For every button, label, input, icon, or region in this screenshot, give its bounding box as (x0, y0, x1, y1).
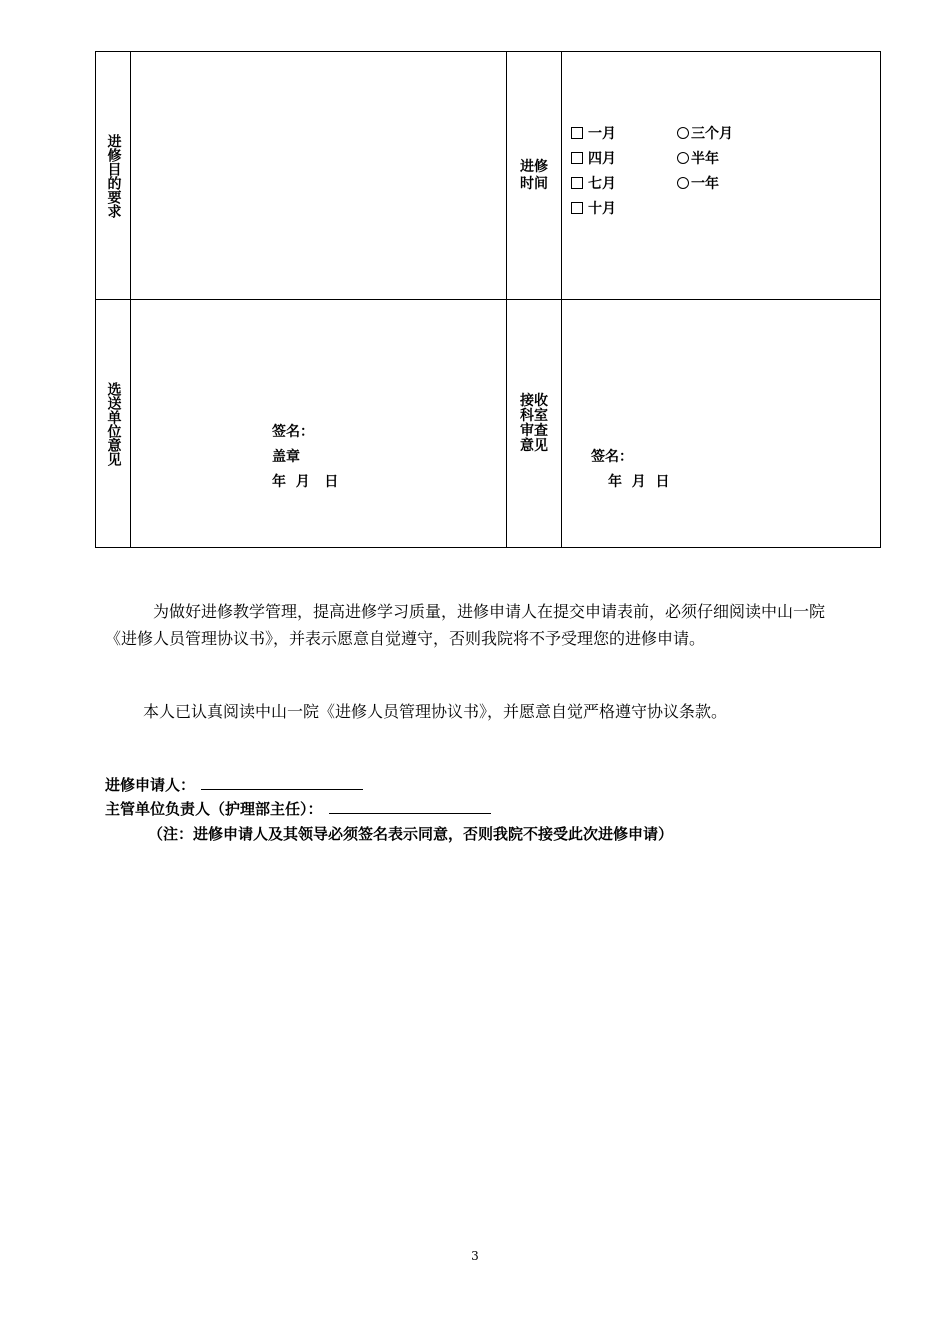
checkbox-icon (571, 177, 583, 189)
duration-option-row (571, 122, 783, 147)
duration-label-cell (507, 52, 562, 300)
option-half-year[interactable]: 半年 (677, 147, 783, 172)
duration-option-row (571, 197, 783, 222)
checkbox-icon (571, 152, 583, 164)
sender-opinion-cell[interactable] (131, 300, 507, 548)
sender-seal-label: 盖章 (272, 449, 300, 465)
purpose-label-cell (96, 52, 131, 300)
duration-option-row (571, 172, 783, 197)
applicant-signature-row (105, 773, 491, 797)
receiver-label-cell (507, 300, 562, 548)
receiver-sign-label: 签名： (591, 449, 633, 465)
receiver-sign-block (591, 445, 670, 495)
applicant-signature-line[interactable] (201, 773, 363, 790)
duration-options-cell (562, 52, 881, 300)
supervisor-label: 主管单位负责人（护理部主任）： (105, 800, 323, 818)
receiver-label: 接收 科室 审查 意见 (520, 392, 548, 454)
opinion-row (96, 300, 881, 548)
signature-note: （注：进修申请人及其领导必须签名表示同意，否则我院不接受此次进修申请） (148, 825, 674, 843)
option-three-months[interactable]: 三个月 (677, 122, 783, 147)
duration-label: 进修 时间 (520, 158, 548, 192)
page-number: 3 (471, 1249, 479, 1263)
signature-lines (105, 773, 491, 821)
option-four-months[interactable]: 四月 (571, 147, 677, 172)
purpose-input-area[interactable] (131, 52, 507, 300)
option-ten-months[interactable]: 十月 (571, 197, 677, 222)
application-form-table (95, 51, 881, 548)
duration-options (571, 122, 783, 222)
checkbox-icon (571, 127, 583, 139)
option-one-year[interactable]: 一年 (677, 172, 783, 197)
radio-circle-icon (677, 127, 689, 139)
sender-sign-block (272, 420, 338, 495)
sender-label: 选送单位意见 (105, 381, 122, 466)
supervisor-signature-row (105, 797, 491, 821)
checkbox-icon (571, 202, 583, 214)
option-seven-months[interactable]: 七月 (571, 172, 677, 197)
agreement-statement: 本人已认真阅读中山一院《进修人员管理协议书》，并愿意自觉严格遵守协议条款。 (143, 702, 728, 721)
purpose-label: 进修目的要求 (105, 133, 122, 218)
sender-date-label: 年 月 日 (272, 474, 339, 490)
supervisor-signature-line[interactable] (329, 797, 491, 814)
receiver-opinion-cell[interactable] (562, 300, 881, 548)
option-one-month[interactable]: 一月 (571, 122, 677, 147)
radio-circle-icon (677, 152, 689, 164)
sender-label-cell (96, 300, 131, 548)
receiver-date-label: 年 月 日 (608, 474, 670, 490)
duration-option-row (571, 147, 783, 172)
notice-paragraph: 为做好进修教学管理，提高进修学习质量，进修申请人在提交申请表前，必须仔细阅读中山一院《进修人员管理协议书》，并表示愿意自觉遵守，否则我院将不予受理您的进修申请。 (105, 602, 826, 648)
applicant-label: 进修申请人： (105, 776, 196, 794)
sender-sign-label: 签名： (272, 424, 314, 440)
radio-circle-icon (677, 177, 689, 189)
purpose-row (96, 52, 881, 300)
